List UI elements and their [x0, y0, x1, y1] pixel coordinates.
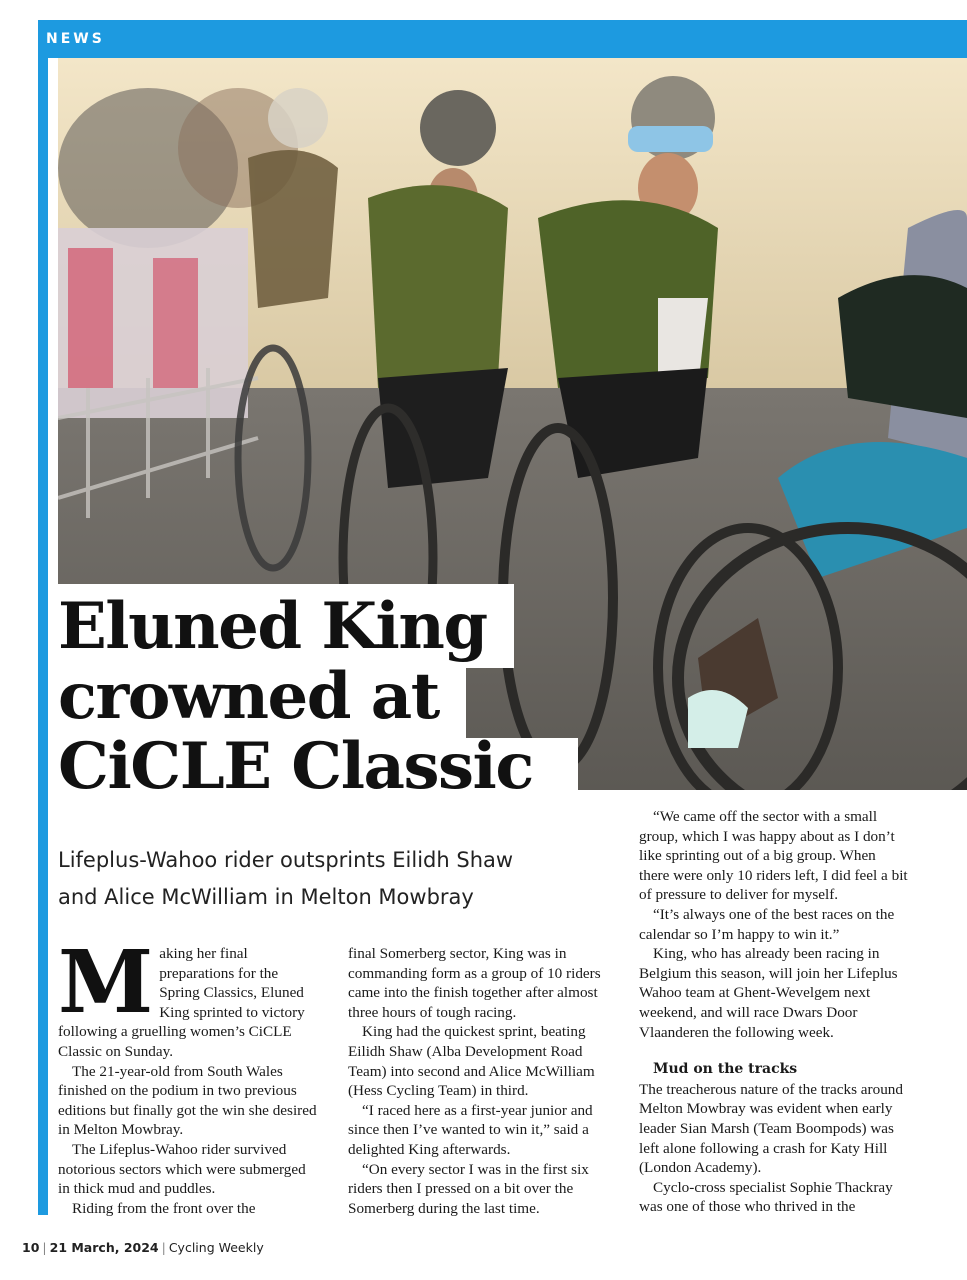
body-column-2 — [348, 944, 618, 1218]
paragraph: King, who has already been racing in Belgium this season, will join her Lifeplus Wahoo team at Ghent-Wevelgem next weekend, and will race Dwars Door Vlaanderen the following week. — [639, 945, 898, 1041]
standfirst-line-2: and Alice McWilliam in Melton Mowbray — [58, 885, 474, 909]
standfirst — [58, 842, 618, 916]
paragraph: The 21-year-old from South Wales finished on the podium in two previous editions but finally got the win she desired in Melton Mowbray. — [58, 1062, 317, 1139]
footer-separator: | — [42, 1240, 47, 1255]
paragraph: The treacherous nature of the tracks around Melton Mowbray was evident when early leader Sian Marsh (Team Boompods) was left alone following a crash for Katy Hill (London Academy). — [639, 1080, 903, 1177]
headline — [58, 589, 598, 804]
paragraph: Riding from the front over the — [72, 1199, 256, 1217]
page-number: 10 — [22, 1240, 40, 1255]
headline-line-2: crowned at — [58, 659, 439, 734]
drop-cap: M — [58, 932, 154, 1033]
paragraph: “I raced here as a first-year junior and since then I’ve wanted to win it,” said a delighted King afterwards. — [348, 1101, 593, 1158]
paragraph: final Somerberg sector, King was in commanding form as a group of 10 riders came into the finish together after almost three hours of tough racing. — [348, 945, 601, 1021]
footer-separator: | — [161, 1240, 166, 1255]
paragraph: “It’s always one of the best races on the calendar so I’m happy to win it.” — [639, 905, 895, 943]
paragraph: “On every sector I was in the first six riders then I pressed on a bit over the Somerberg during the last time. — [348, 1160, 589, 1217]
paragraph: Cyclo-cross specialist Sophie Thackray was one of those who thrived in the — [639, 1178, 893, 1216]
standfirst-line-1: Lifeplus-Wahoo rider outsprints Eilidh Shaw — [58, 848, 514, 872]
body-column-3 — [639, 807, 909, 1217]
magazine-name: Cycling Weekly — [168, 1240, 264, 1255]
subheading: Mud on the tracks — [653, 1061, 798, 1078]
page-footer — [22, 1240, 264, 1255]
blue-frame-left — [38, 20, 48, 1215]
headline-line-3: CiCLE Classic — [58, 729, 533, 804]
issue-date: 21 March, 2024 — [49, 1240, 159, 1255]
blue-frame-top — [38, 20, 967, 58]
paragraph: “We came off the sector with a small group, which I was happy about as I don’t like sprinting out of a big group. When there were only 10 riders left, I did feel a bit of pressure to deliver for myself. — [639, 808, 908, 904]
body-column-1 — [58, 932, 320, 1218]
paragraph: aking her final preparations for the Spring Classics, Eluned King sprinted to victory following a gruelling women’s CiCLE Classic on Sunday. — [58, 945, 305, 1060]
paragraph: King had the quickest sprint, beating Eilidh Shaw (Alba Development Road Team) into second and Alice McWilliam (Hess Cycling Team) in third. — [348, 1023, 595, 1100]
headline-line-1: Eluned King — [58, 589, 487, 664]
paragraph: The Lifeplus-Wahoo rider survived notorious sectors which were submerged in thick mud and puddles. — [58, 1140, 306, 1198]
section-tag: NEWS — [46, 31, 105, 47]
